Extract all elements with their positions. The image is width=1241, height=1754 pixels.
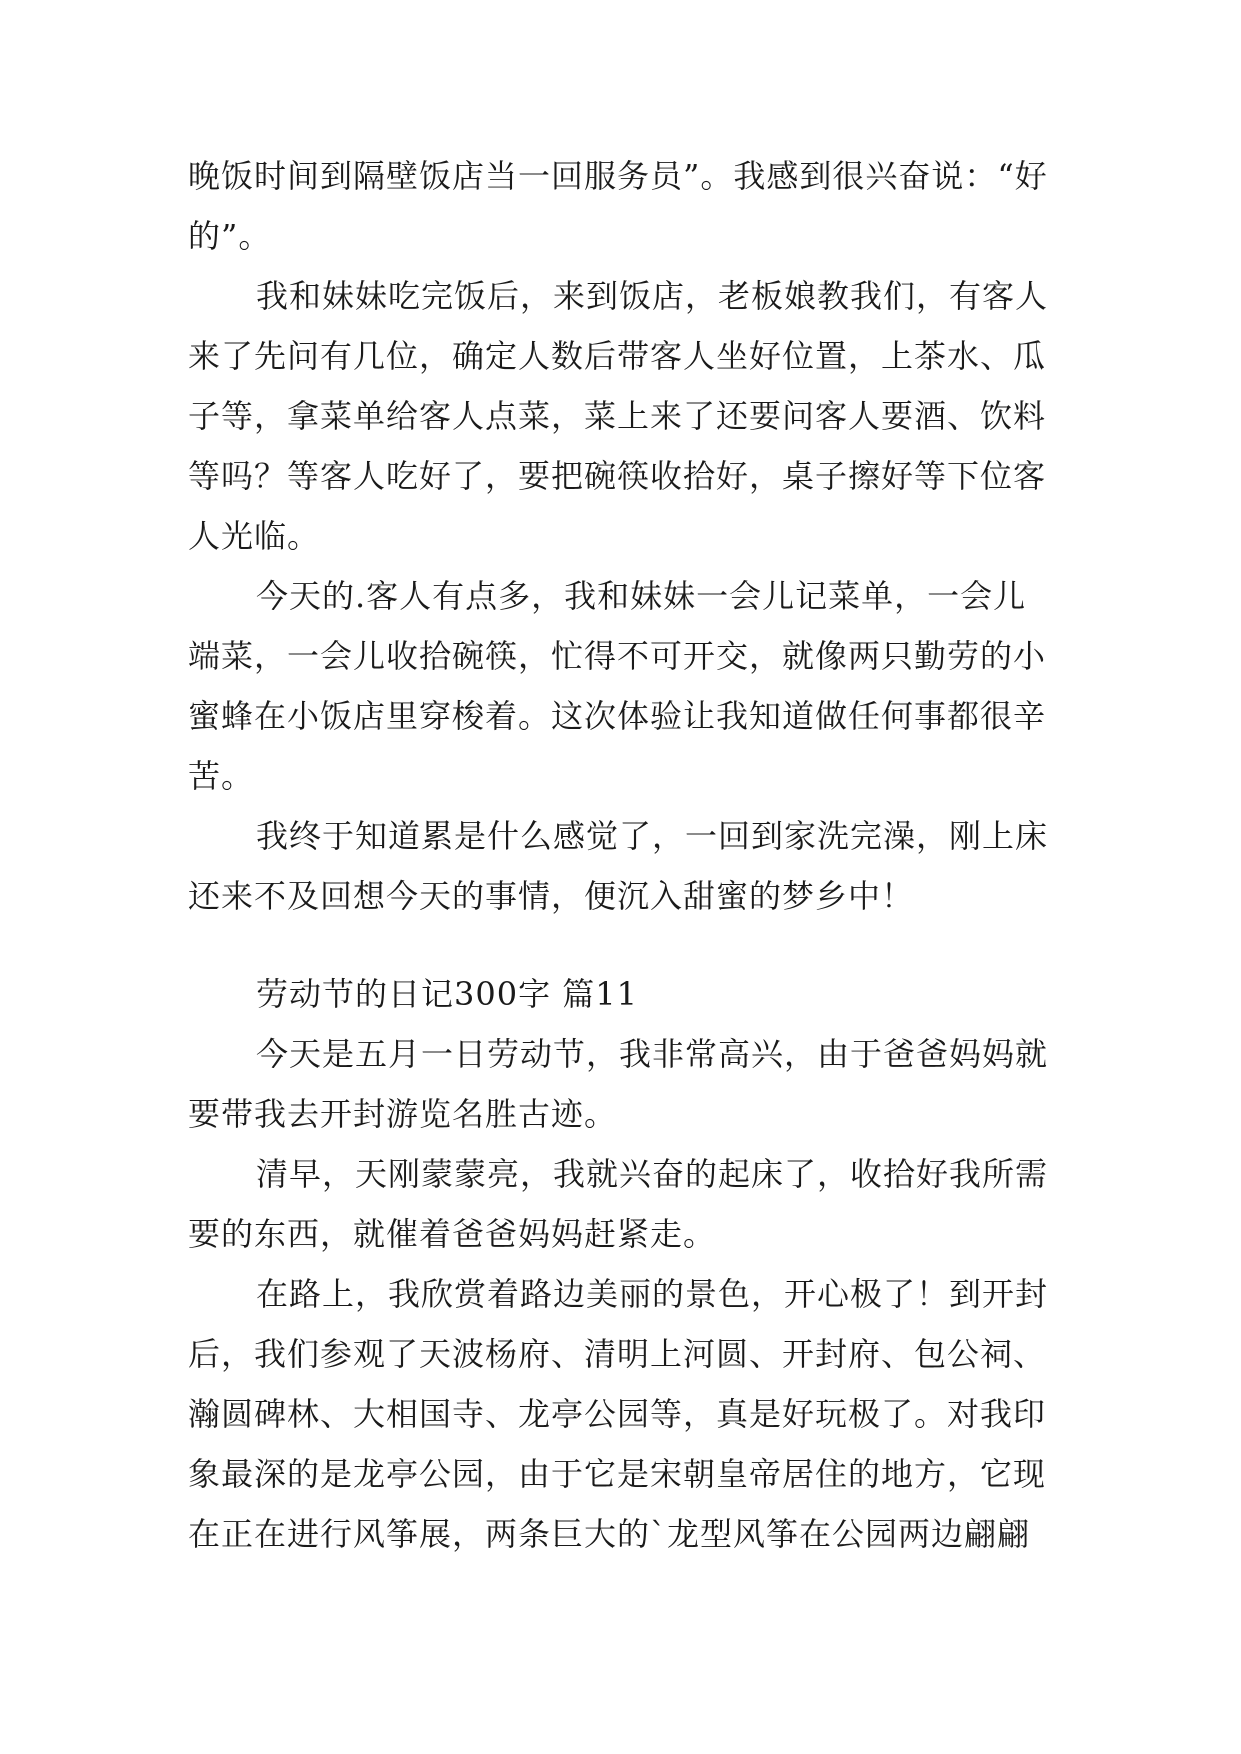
paragraph-line: 象最深的是龙亭公园，由于它是宋朝皇帝居住的地方，它现 xyxy=(188,1455,1047,1493)
paragraph-line: 端菜，一会儿收拾碗筷，忙得不可开交，就像两只勤劳的小 xyxy=(188,637,1047,675)
paragraph-line: 清早，天刚蒙蒙亮，我就兴奋的起床了，收拾好我所需 xyxy=(256,1155,1049,1193)
paragraph-line: 瀚圆碑林、大相国寺、龙亭公园等，真是好玩极了。对我印 xyxy=(188,1395,1047,1433)
paragraph-line: 苦。 xyxy=(188,757,255,795)
paragraph-line: 等吗？等客人吃好了，要把碗筷收拾好，桌子擦好等下位客 xyxy=(188,457,1047,495)
paragraph-line: 还来不及回想今天的事情，便沉入甜蜜的梦乡中！ xyxy=(188,877,915,915)
paragraph-line: 我终于知道累是什么感觉了，一回到家洗完澡，刚上床 xyxy=(256,817,1049,855)
paragraph-line: 在路上，我欣赏着路边美丽的景色，开心极了！到开封 xyxy=(256,1275,1049,1313)
paragraph-line: 晚饭时间到隔壁饭店当一回服务员”。我感到很兴奋说：“好 xyxy=(188,157,1048,195)
paragraph-line: 的”。 xyxy=(188,217,272,255)
paragraph-line: 今天是五月一日劳动节，我非常高兴，由于爸爸妈妈就 xyxy=(256,1035,1049,1073)
section-heading: 劳动节的日记300字 篇11 xyxy=(256,975,638,1013)
paragraph-line: 要带我去开封游览名胜古迹。 xyxy=(188,1095,618,1133)
paragraph-line: 要的东西，就催着爸爸妈妈赶紧走。 xyxy=(188,1215,717,1253)
paragraph-line: 我和妹妹吃完饭后，来到饭店，老板娘教我们，有客人 xyxy=(256,277,1049,315)
paragraph-line: 今天的.客人有点多，我和妹妹一会儿记菜单，一会儿 xyxy=(256,577,1027,615)
paragraph-line: 在正在进行风筝展，两条巨大的`龙型风筝在公园两边翩翩 xyxy=(188,1515,1031,1553)
paragraph-line: 人光临。 xyxy=(188,517,321,555)
paragraph-line: 蜜蜂在小饭店里穿梭着。这次体验让我知道做任何事都很辛 xyxy=(188,697,1047,735)
paragraph-line: 后，我们参观了天波杨府、清明上河圆、开封府、包公祠、 xyxy=(188,1335,1047,1373)
paragraph-line: 子等，拿菜单给客人点菜，菜上来了还要问客人要酒、饮料 xyxy=(188,397,1047,435)
paragraph-line: 来了先问有几位，确定人数后带客人坐好位置，上茶水、瓜 xyxy=(188,337,1047,375)
